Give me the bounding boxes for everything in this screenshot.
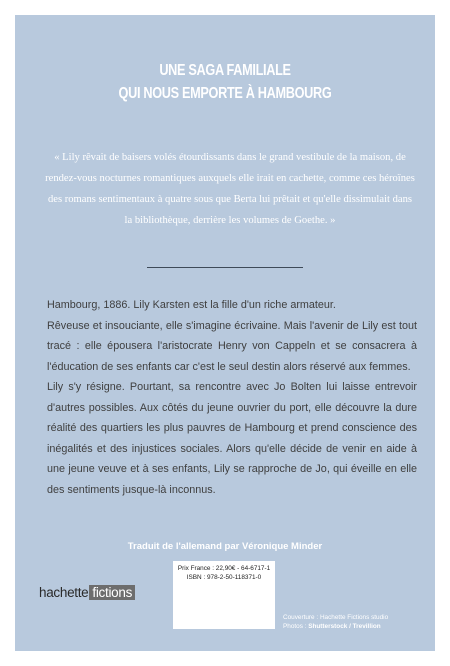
excerpt-quote: « Lily rêvait de baisers volés étourdissants dans le grand vestibule de la maison, de rendez-vous nocturnes romantiques auxquels elle irait en cachette, comme ces héroïnes des romans sentimentaux à quatre sous que Berta lui prêtait et qu'elle dissimulait dans la bibliothèque, derrière les volumes de Goethe. » bbox=[45, 152, 415, 226]
image-credits bbox=[283, 613, 388, 631]
imprint-name: fictions bbox=[89, 585, 135, 600]
publisher-name: hachette bbox=[39, 585, 89, 600]
photo-credit-value: Shutterstock / Trevillion bbox=[308, 623, 381, 630]
divider-rule bbox=[147, 267, 303, 268]
synopsis-paragraph-1: Hambourg, 1886. Lily Karsten est la fille d'un riche armateur. bbox=[47, 299, 336, 311]
back-cover bbox=[15, 15, 435, 651]
synopsis bbox=[47, 295, 417, 500]
cover-headline bbox=[53, 59, 397, 105]
synopsis-paragraph-2: Rêveuse et insouciante, elle s'imagine écrivaine. Mais l'avenir de Lily est tout tracé : elle épousera l'aristocrate Henry von Cappeln et se consacrera à l'éducation de ses enfants car c'est le seul destin alors réservé aux femmes. bbox=[47, 319, 417, 373]
isbn-line: ISBN : 978-2-50-118371-0 bbox=[186, 574, 262, 581]
cover-credit: Couverture : Hachette Fictions studio bbox=[283, 614, 389, 621]
price-isbn-box bbox=[173, 561, 275, 629]
price-line: Prix France : 22,90€ - 64-6717-1 bbox=[177, 565, 271, 572]
translator-credit: Traduit de l'allemand par Véronique Minder bbox=[127, 541, 323, 552]
photo-credit-label: Photos : bbox=[283, 623, 309, 630]
headline-line-2: QUI NOUS EMPORTE À HAMBOURG bbox=[118, 85, 332, 102]
synopsis-paragraph-3: Lily s'y résigne. Pourtant, sa rencontre avec Jo Bolten lui laisse entrevoir d'autres possibles. Aux côtés du jeune ouvrier du port, elle découvre la dure réalité des quartiers les plus pauvres de Hambourg et prend conscience des inégalités et des injustices sociales. Alors qu'elle décide de venir en aide à une jeune veuve et à ses enfants, Lily se rapproche de Jo, qui éveille en elle des sentiments jusque-là inconnus. bbox=[47, 381, 417, 496]
photo-credit bbox=[283, 622, 388, 631]
headline-line-1: UNE SAGA FAMILIALE bbox=[159, 62, 291, 79]
publisher-logo bbox=[39, 585, 135, 600]
